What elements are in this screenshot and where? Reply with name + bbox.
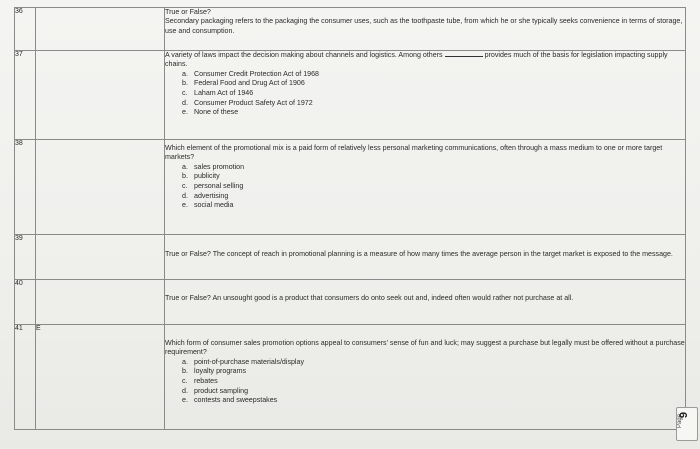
option-text: Laham Act of 1946 [194,89,254,97]
list-item [182,70,685,80]
table-row [15,8,686,51]
list-item [182,182,685,192]
page-label: Page [677,413,684,429]
option-letter: e. [182,201,188,210]
question-text [165,235,686,280]
question-line: Secondary packaging refers to the packaging the consumer uses, such as the toothpaste tube, from which he or she typically seeks convenience in terms of storage, use and consumption. [165,17,683,35]
option-text: publicity [194,172,220,181]
question-text [165,8,686,51]
question-number: 36 [15,8,36,51]
question-text [165,325,686,430]
answer-cell[interactable] [36,8,165,51]
option-letter: a. [182,357,188,366]
stem-part: provides much of the basis for legislation impacting supply chains. [165,51,668,69]
table-row [15,325,686,430]
list-item [182,387,685,397]
option-text: contests and sweepstakes [194,396,278,405]
list-item [182,201,685,211]
question-number: 39 [15,235,36,280]
option-list [182,70,685,118]
option-text: social media [194,201,234,210]
page-number: 9 [678,411,691,419]
list-item [182,367,685,377]
option-text: advertising [194,191,229,200]
option-letter: c. [182,377,188,385]
option-text: loyalty programs [194,367,247,376]
option-letter: c. [182,89,188,97]
list-item [182,108,685,118]
question-stem: Which element of the promotional mix is a paid form of relatively less personal marketing communications, often through a mass medium to one or more target markets? [165,144,663,162]
stem-part: A variety of laws impact the decision making about channels and logistics. Among others [165,51,443,59]
list-item [182,79,685,89]
option-letter: c. [182,182,188,190]
answer-cell[interactable] [36,140,165,235]
option-letter: d. [182,98,188,107]
option-letter: e. [182,108,188,117]
answer-cell[interactable] [36,235,165,280]
list-item [182,99,685,109]
option-text: rebates [194,377,218,385]
list-item [182,396,685,406]
option-letter: a. [182,162,188,171]
question-stem: Which form of consumer sales promotion options appeal to consumers' sense of fun and luck; may suggest a purchase but legally must be offered without a purchase requirement? [165,339,685,357]
question-number: 37 [15,51,36,140]
question-number: 40 [15,280,36,325]
list-item [182,172,685,182]
fill-blank [445,56,483,57]
option-text: personal selling [194,182,244,190]
list-item [182,89,685,99]
option-text: product sampling [194,386,249,395]
option-letter: b. [182,172,188,181]
option-text: point-of-purchase materials/display [194,357,305,366]
list-item [182,163,685,173]
option-list [182,358,685,406]
option-text: Consumer Product Safety Act of 1972 [194,98,313,107]
option-list [182,163,685,211]
question-number: 41 [15,325,36,430]
question-stem [165,51,685,70]
question-stem: True or False? An unsought good is a product that consumers do onto seek out and, indeed often would rather not purchase at all. [165,294,574,302]
list-item [182,377,685,387]
question-stem: True or False? The concept of reach in promotional planning is a measure of how many times the average person in the target market is exposed to the message. [165,250,673,258]
table-row [15,235,686,280]
option-letter: e. [182,396,188,405]
list-item [182,358,685,368]
question-text [165,140,686,235]
answer-cell[interactable] [36,280,165,325]
table-row [15,280,686,325]
list-item [182,192,685,202]
answer-cell[interactable] [36,51,165,140]
option-text: None of these [194,108,239,117]
question-table [14,7,686,430]
page-number-tag [676,407,698,441]
option-letter: a. [182,69,188,78]
option-text: Federal Food and Drug Act of 1906 [194,79,305,88]
question-text [165,280,686,325]
question-number: 38 [15,140,36,235]
table-row [15,51,686,140]
question-line: True or False? [165,8,211,16]
option-letter: b. [182,79,188,88]
question-text [165,51,686,140]
option-text: sales promotion [194,162,245,171]
table-row [15,140,686,235]
option-letter: d. [182,386,188,395]
option-letter: b. [182,367,188,376]
option-text: Consumer Credit Protection Act of 1968 [194,69,319,78]
option-letter: d. [182,191,188,200]
answer-cell[interactable]: E [36,325,165,430]
